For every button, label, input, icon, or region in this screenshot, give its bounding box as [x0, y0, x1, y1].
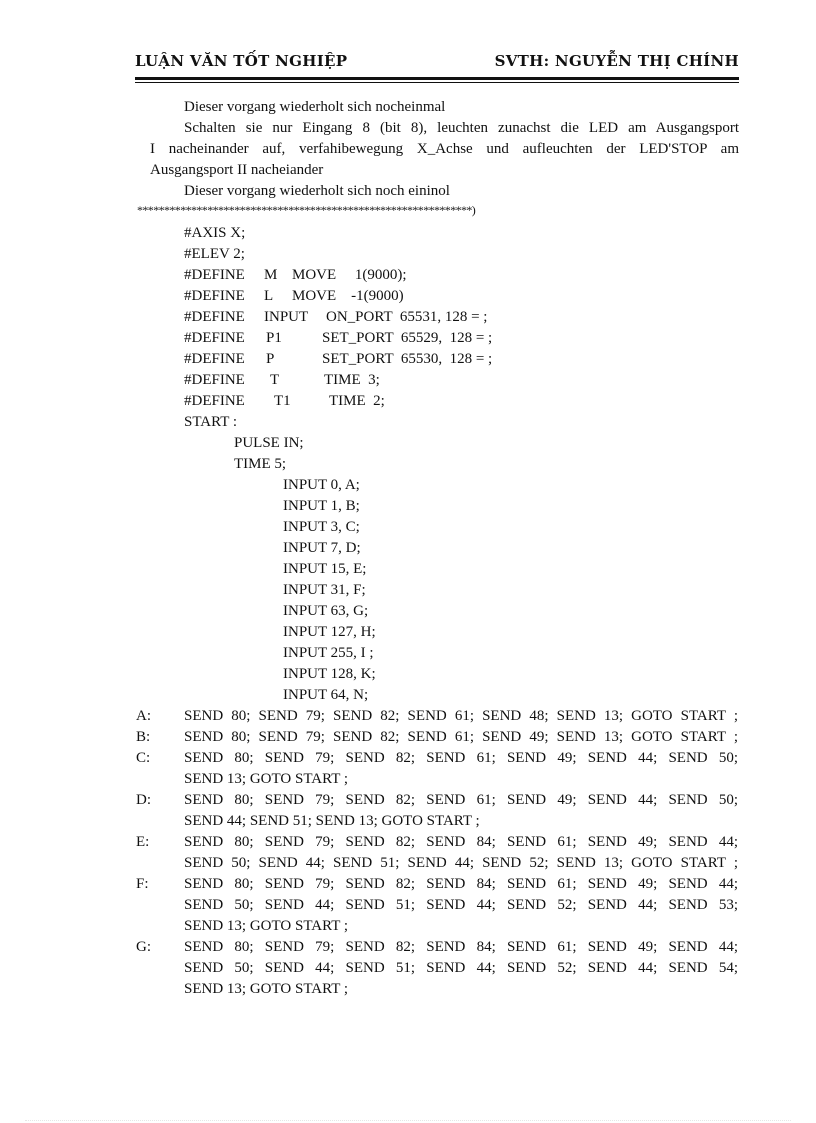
elev-line: #ELEV 2; — [184, 246, 245, 262]
label-a: A: — [136, 708, 151, 724]
label-b: B: — [136, 729, 151, 745]
input-line: INPUT 31, F; — [283, 582, 366, 598]
page-bottom-border — [25, 1120, 791, 1121]
send-line: SEND 13; GOTO START ; — [184, 918, 349, 934]
axis-line: #AXIS X; — [184, 225, 246, 241]
define-value: SET_PORT 65529, 128 = ; — [322, 330, 493, 346]
send-line: SEND 80; SEND 79; SEND 82; SEND 84; SEND 61; SEND 49; SEND 44; — [184, 876, 738, 892]
send-line: SEND 13; GOTO START ; — [184, 981, 349, 997]
intro-line-4: Ausgangsport II nacheiander — [150, 162, 324, 178]
header-rule-thick — [135, 77, 739, 80]
send-line: SEND 80; SEND 79; SEND 82; SEND 61; SEND 49; SEND 44; SEND 50; — [184, 792, 738, 808]
intro-line-5: Dieser vorgang wiederholt sich noch eininol — [184, 183, 450, 199]
input-line: INPUT 63, G; — [283, 603, 369, 619]
send-line: SEND 80; SEND 79; SEND 82; SEND 61; SEND 48; SEND 13; GOTO START ; — [184, 708, 738, 724]
define-keyword: #DEFINE — [184, 372, 245, 388]
define-name: T1 — [274, 393, 291, 409]
send-line: SEND 80; SEND 79; SEND 82; SEND 84; SEND 61; SEND 49; SEND 44; — [184, 834, 738, 850]
send-line: SEND 44; SEND 51; SEND 13; GOTO START ; — [184, 813, 480, 829]
thesis-title: LUẬN VĂN TỐT NGHIỆP — [135, 52, 348, 70]
define-value: SET_PORT 65530, 128 = ; — [322, 351, 493, 367]
input-line: INPUT 128, K; — [283, 666, 376, 682]
label-d: D: — [136, 792, 151, 808]
author-name: SVTH: NGUYỄN THỊ CHÍNH — [494, 52, 739, 70]
define-value: ON_PORT 65531, 128 = ; — [326, 309, 488, 325]
input-line: INPUT 64, N; — [283, 687, 369, 703]
define-name: P — [266, 351, 275, 367]
send-line: SEND 50; SEND 44; SEND 51; SEND 44; SEND 52; SEND 13; GOTO START ; — [184, 855, 738, 871]
input-line: INPUT 7, D; — [283, 540, 361, 556]
input-line: INPUT 255, I ; — [283, 645, 374, 661]
label-c: C: — [136, 750, 151, 766]
define-value: MOVE -1(9000) — [292, 288, 404, 304]
define-name: T — [270, 372, 280, 388]
label-f: F: — [136, 876, 149, 892]
send-line: SEND 80; SEND 79; SEND 82; SEND 61; SEND 49; SEND 13; GOTO START ; — [184, 729, 738, 745]
input-line: INPUT 1, B; — [283, 498, 360, 514]
define-name: L — [264, 288, 274, 304]
input-line: INPUT 127, H; — [283, 624, 376, 640]
define-keyword: #DEFINE — [184, 288, 245, 304]
send-line: SEND 80; SEND 79; SEND 82; SEND 84; SEND 61; SEND 49; SEND 44; — [184, 939, 738, 955]
define-name: M — [264, 267, 278, 283]
send-line: SEND 80; SEND 79; SEND 82; SEND 61; SEND 49; SEND 44; SEND 50; — [184, 750, 738, 766]
intro-line-1: Dieser vorgang wiederholt sich nocheinmal — [184, 99, 446, 115]
label-e: E: — [136, 834, 150, 850]
input-line: INPUT 0, A; — [283, 477, 360, 493]
define-value: MOVE 1(9000); — [292, 267, 407, 283]
define-keyword: #DEFINE — [184, 330, 245, 346]
define-keyword: #DEFINE — [184, 351, 245, 367]
time-line: TIME 5; — [234, 456, 287, 472]
define-value: TIME 3; — [324, 372, 380, 388]
input-line: INPUT 15, E; — [283, 561, 367, 577]
page-header — [135, 52, 739, 74]
intro-line-3: I nacheinander auf, verfahibewegung X_Achse und aufleuchten der LED'STOP am — [150, 141, 739, 157]
define-keyword: #DEFINE — [184, 393, 245, 409]
send-line: SEND 50; SEND 44; SEND 51; SEND 44; SEND 52; SEND 44; SEND 53; — [184, 897, 738, 913]
define-value: TIME 2; — [329, 393, 385, 409]
label-g: G: — [136, 939, 151, 955]
header-rule-thin — [135, 82, 739, 83]
intro-line-2: Schalten sie nur Eingang 8 (bit 8), leuchten zunachst die LED am Ausgangsport — [184, 120, 739, 136]
start-label: START : — [184, 414, 238, 430]
send-line: SEND 50; SEND 44; SEND 51; SEND 44; SEND 52; SEND 44; SEND 54; — [184, 960, 738, 976]
define-name: P1 — [266, 330, 282, 346]
define-name: INPUT — [264, 309, 309, 325]
send-line: SEND 13; GOTO START ; — [184, 771, 349, 787]
pulse-line: PULSE IN; — [234, 435, 304, 451]
asterisk-separator: **************************************************************) — [137, 203, 476, 217]
define-keyword: #DEFINE — [184, 309, 245, 325]
define-keyword: #DEFINE — [184, 267, 245, 283]
input-line: INPUT 3, C; — [283, 519, 360, 535]
